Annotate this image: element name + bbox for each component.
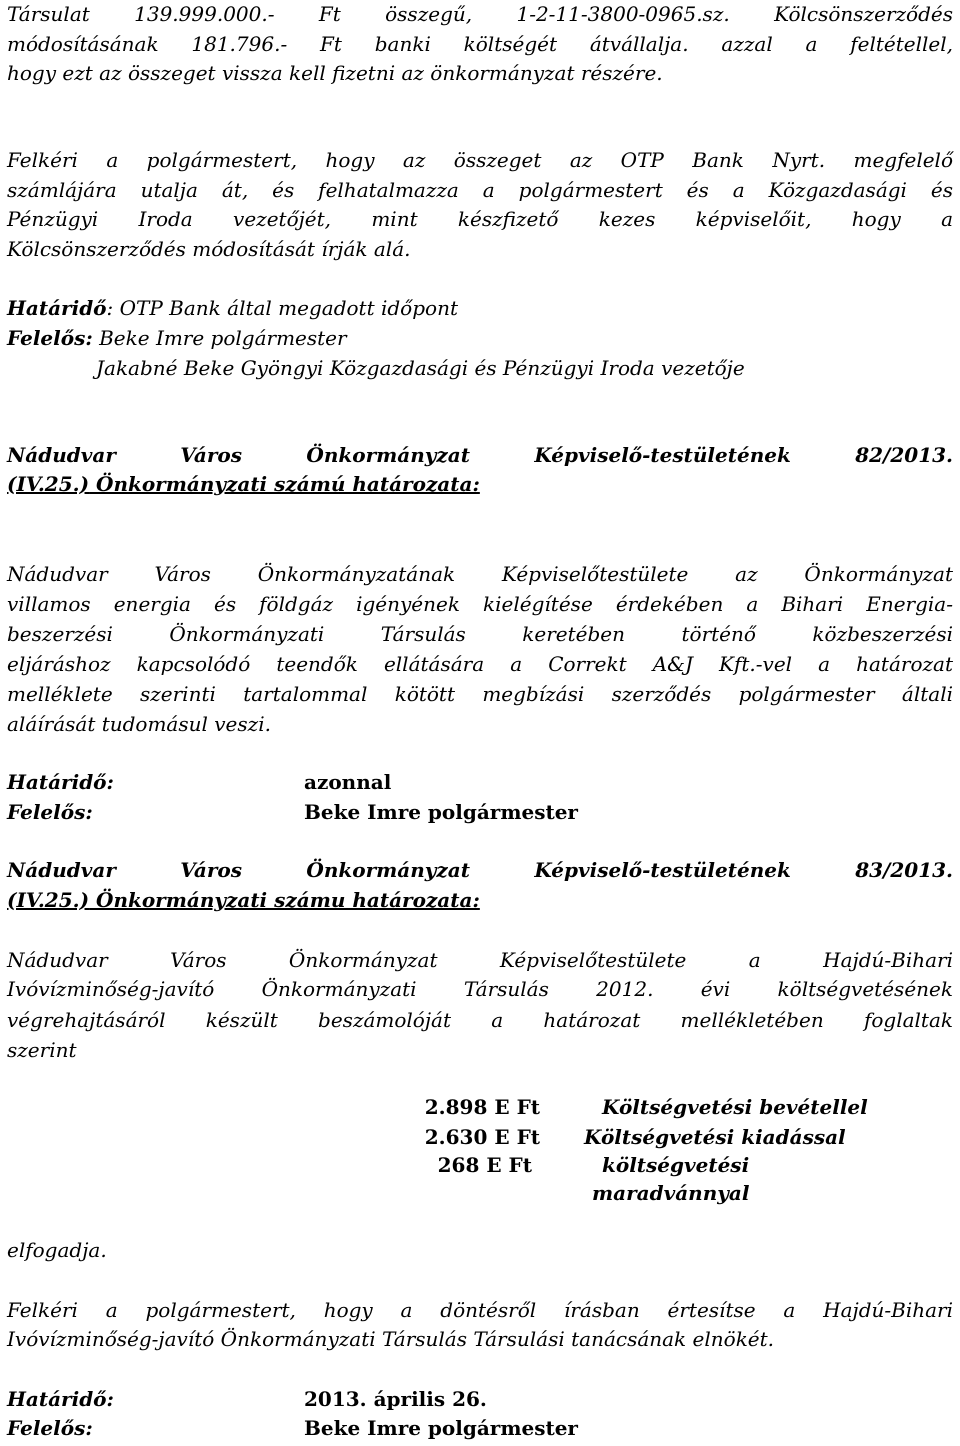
deadline-value: : OTP Bank által megadott időpont bbox=[106, 296, 458, 320]
para2-line-4: Kölcsönszerződés módosítását írják alá. bbox=[7, 237, 411, 261]
res83-body-1: Nádudvar Város Önkormányzat Képviselőtestülete a Hajdú-Bihari bbox=[7, 948, 953, 972]
para2-line-1: Felkéri a polgármestert, hogy az összeget az OTP Bank Nyrt. megfelelő bbox=[7, 148, 953, 172]
res83-date: (IV.25.) bbox=[7, 888, 90, 912]
para1-line-1: Társulat 139.999.000.- Ft összegű, 1-2-11-3800-0965.sz. Kölcsönszerződés bbox=[7, 2, 953, 26]
res83-request-2: Ivóvízminőség-javító Önkormányzati Társulás Társulási tanácsának elnökét. bbox=[7, 1327, 775, 1351]
block1-responsible bbox=[7, 324, 953, 352]
res82-heading-2 bbox=[7, 470, 953, 498]
res83-body-2: Ivóvízminőség-javító Önkormányzati Társulás 2012. évi költségvetésének bbox=[7, 977, 953, 1001]
res82-responsible-label: Felelős: bbox=[7, 800, 93, 824]
responsible-label: Felelős: bbox=[7, 326, 93, 350]
res83-responsible-label: Felelős: bbox=[7, 1416, 93, 1440]
res83-body-4: szerint bbox=[7, 1038, 77, 1062]
para2-line-2: számlájára utalja át, és felhatalmazza a polgármestert és a Közgazdasági és bbox=[7, 178, 953, 202]
res82-date: (IV.25.) bbox=[7, 472, 90, 496]
block1-deadline bbox=[7, 294, 953, 322]
res83-deadline-label: Határidő: bbox=[7, 1387, 114, 1411]
res82-responsible-value: Beke Imre polgármester bbox=[304, 800, 578, 824]
figure-amount-2: 2.630 E Ft bbox=[424, 1125, 540, 1149]
res82-heading: Nádudvar Város Önkormányzat Képviselő-testületének 82/2013. bbox=[7, 443, 953, 467]
para1-line-2: módosításának 181.796.- Ft banki költségét átvállalja. azzal a feltétellel, bbox=[7, 32, 953, 56]
figure-amount-3: 268 E Ft bbox=[437, 1153, 532, 1177]
res82-body-4: eljáráshoz kapcsolódó teendők ellátására a Correkt A&J Kft.-vel a határozat bbox=[7, 652, 953, 676]
figure-label-3: költségvetési bbox=[602, 1153, 750, 1177]
res82-body-3: beszerzési Önkormányzati Társulás keretében történő közbeszerzési bbox=[7, 622, 953, 646]
res82-deadline-label: Határidő: bbox=[7, 770, 114, 794]
res83-deadline-value: 2013. április 26. bbox=[304, 1387, 487, 1411]
res83-body-3: végrehajtásáról készült beszámolóját a határozat mellékletében foglaltak bbox=[7, 1008, 953, 1032]
res82-title: Önkormányzati számú határozata: bbox=[89, 472, 480, 496]
res83-heading: Nádudvar Város Önkormányzat Képviselő-testületének 83/2013. bbox=[7, 858, 953, 882]
figure-amount-1: 2.898 E Ft bbox=[424, 1095, 540, 1119]
res82-body-6: aláírását tudomásul veszi. bbox=[7, 712, 271, 736]
res82-body-2: villamos energia és földgáz igényének kielégítése érdekében a Bihari Energia- bbox=[7, 592, 953, 616]
responsible-value: Beke Imre polgármester bbox=[92, 326, 347, 350]
para2-line-3: Pénzügyi Iroda vezetőjét, mint készfizető kezes képviselőit, hogy a bbox=[7, 207, 953, 231]
figure-label-3-cont: maradvánnyal bbox=[592, 1181, 750, 1205]
res83-request-1: Felkéri a polgármestert, hogy a döntésről írásban értesítse a Hajdú-Bihari bbox=[7, 1298, 953, 1322]
accepted: elfogadja. bbox=[7, 1238, 107, 1262]
figure-label-2: Költségvetési kiadással bbox=[584, 1125, 846, 1149]
responsible-value-2: Jakabné Beke Gyöngyi Közgazdasági és Pénzügyi Iroda vezetője bbox=[96, 356, 745, 380]
figure-label-1: Költségvetési bevétellel bbox=[602, 1095, 868, 1119]
res82-deadline-value: azonnal bbox=[304, 770, 392, 794]
res83-responsible-value: Beke Imre polgármester bbox=[304, 1416, 578, 1440]
res82-body-5: melléklete szerinti tartalommal kötött megbízási szerződés polgármester általi bbox=[7, 682, 953, 706]
res83-heading-2 bbox=[7, 886, 953, 914]
res82-body-1: Nádudvar Város Önkormányzatának Képviselőtestülete az Önkormányzat bbox=[7, 562, 953, 586]
para1-line-3: hogy ezt az összeget vissza kell fizetni az önkormányzat részére. bbox=[7, 61, 663, 85]
res83-title: Önkormányzati számu határozata: bbox=[89, 888, 480, 912]
deadline-label: Határidő bbox=[7, 296, 107, 320]
